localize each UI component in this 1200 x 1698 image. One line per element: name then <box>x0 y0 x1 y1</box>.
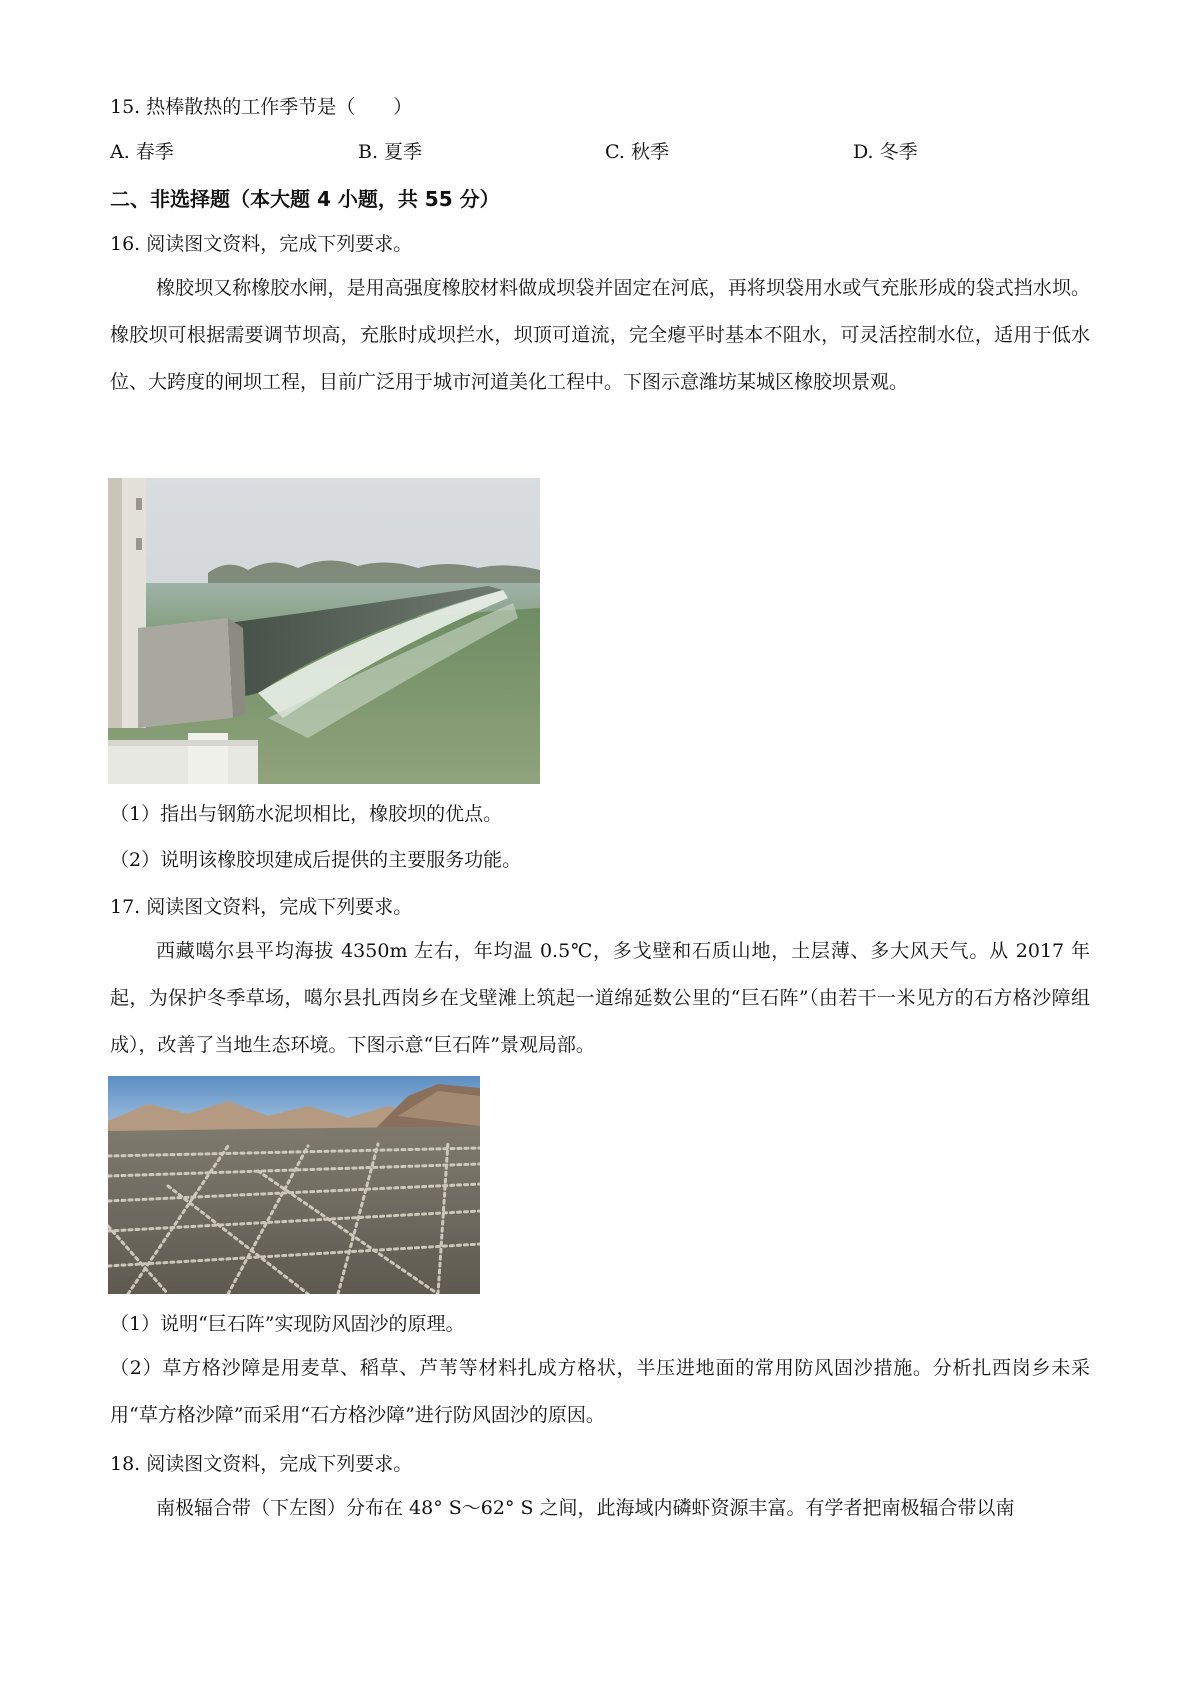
stone-grid-photo-svg <box>108 1076 480 1294</box>
q18-passage: 南极辐合带（下左图）分布在 48° S～62° S 之间，此海域内磷虾资源丰富。有学者把南极辐合带以南 <box>156 1497 1015 1519</box>
rubber-dam-photo <box>108 478 540 784</box>
q15-option-c: C. 秋季 <box>605 141 669 163</box>
q17-passage: 西藏噶尔县平均海拔 4350m 左右，年均温 0.5℃，多戈壁和石质山地，土层薄、多大风天气。从 2017 年起，为保护冬季草场，噶尔县扎西岗乡在戈壁滩上筑起一道绵延数公里的“巨石阵”（由若干一米见方的石方格沙障组成），改善了当地生态环境。下图示意“巨石阵”景观局部。 <box>110 940 1090 1056</box>
q17-sub2: （2）草方格沙障是用麦草、稻草、芦苇等材料扎成方格状，半压进地面的常用防风固沙措施。分析扎西岗乡未采用“草方格沙障”而采用“石方格沙障”进行防风固沙的原因。 <box>110 1357 1090 1426</box>
q16-sub2: （2）说明该橡胶坝建成后提供的主要服务功能。 <box>110 849 522 871</box>
q15-stem: 15. 热棒散热的工作季节是（ ） <box>110 96 413 118</box>
section-heading: 二、非选择题（本大题 4 小题，共 55 分） <box>110 187 500 211</box>
q15-option-b: B. 夏季 <box>358 141 423 163</box>
q18-stem: 18. 阅读图文资料，完成下列要求。 <box>110 1453 413 1475</box>
q16-sub1: （1）指出与钢筋水泥坝相比，橡胶坝的优点。 <box>110 803 503 825</box>
q17-stem: 17. 阅读图文资料，完成下列要求。 <box>110 896 413 918</box>
q15-option-d: D. 冬季 <box>853 141 918 163</box>
stone-grid-photo <box>108 1076 480 1294</box>
q15-option-a: A. 春季 <box>110 141 174 163</box>
q17-sub1: （1）说明“巨石阵”实现防风固沙的原理。 <box>110 1313 465 1335</box>
q16-passage: 橡胶坝又称橡胶水闸，是用高强度橡胶材料做成坝袋并固定在河底，再将坝袋用水或气充胀形成的袋式挡水坝。橡胶坝可根据需要调节坝高，充胀时成坝拦水，坝顶可道流，完全瘪平时基本不阻水，可灵活控制水位，适用于低水位、大跨度的闸坝工程，目前广泛用于城市河道美化工程中。下图示意潍坊某城区橡胶坝景观。 <box>110 277 1090 393</box>
rubber-dam-photo-svg <box>108 478 540 784</box>
q16-stem: 16. 阅读图文资料，完成下列要求。 <box>110 233 413 255</box>
